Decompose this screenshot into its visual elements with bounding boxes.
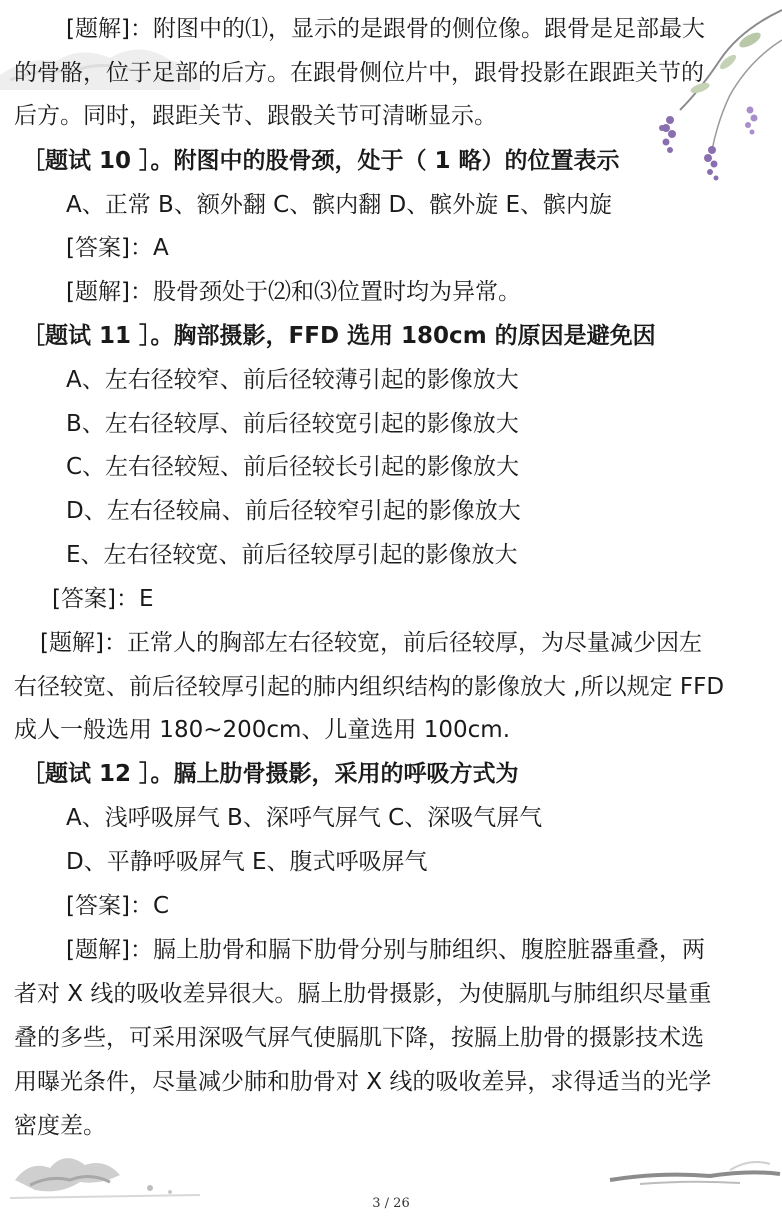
answer-line: [答案]：A — [66, 235, 169, 261]
explanation-line: 叠的多些，可采用深吸气屏气使膈肌下降，按膈上肋骨的摄影技术选 — [14, 1025, 704, 1051]
option-d: D、左右径较扁、前后径较窄引起的影像放大 — [66, 498, 521, 524]
text-line: [题解]：附图中的⑴，显示的是跟骨的侧位像。跟骨是足部最大 — [66, 16, 705, 42]
question-heading: ［题试 11 ］。胸部摄影，FFD 选用 180cm 的原因是避免因 — [22, 323, 656, 349]
option-c: C、左右径较短、前后径较长引起的影像放大 — [66, 454, 520, 480]
explanation-line: [题解]：膈上肋骨和膈下肋骨分别与肺组织、腹腔脏器重叠，两 — [66, 937, 705, 963]
explanation-line: 用曝光条件，尽量减少肺和肋骨对 X 线的吸收差异，求得适当的光学 — [14, 1069, 712, 1095]
answer-line: [答案]：C — [66, 893, 170, 919]
text-line: 后方。同时，跟距关节、跟骰关节可清晰显示。 — [14, 103, 497, 129]
ink-stroke-decoration-bottom-right — [600, 1150, 782, 1200]
option-a: A、左右径较窄、前后径较薄引起的影像放大 — [66, 367, 519, 393]
page-number: 3 / 26 — [372, 1196, 410, 1211]
explanation-line: 右径较宽、前后径较厚引起的肺内组织结构的影像放大 ,所以规定 FFD — [14, 674, 725, 700]
question-heading: ［题试 10 ］。附图中的股骨颈，处于（ 1 略）的位置表示 — [22, 148, 620, 174]
question-heading: ［题试 12 ］。膈上肋骨摄影，采用的呼吸方式为 — [22, 761, 519, 787]
explanation-line: 密度差。 — [14, 1113, 106, 1139]
text-line: 的骨骼，位于足部的后方。在跟骨侧位片中，跟骨投影在跟距关节的 — [14, 60, 704, 86]
option-b: B、左右径较厚、前后径较宽引起的影像放大 — [66, 411, 519, 437]
option-e: E、左右径较宽、前后径较厚引起的影像放大 — [66, 542, 518, 568]
answer-line: [答案]：E — [52, 586, 154, 612]
explanation-line: 者对 X 线的吸收差异很大。膈上肋骨摄影，为使膈肌与肺组织尽量重 — [14, 981, 712, 1007]
explanation-line: [题解]：正常人的胸部左右径较宽，前后径较厚，为尽量减少因左 — [40, 630, 702, 656]
explanation-line: [题解]：股骨颈处于⑵和⑶位置时均为异常。 — [66, 279, 521, 305]
options-line: A、正常 B、额外翻 C、髌内翻 D、髌外旋 E、髌内旋 — [66, 192, 613, 218]
explanation-line: 成人一般选用 180~200cm、儿童选用 100cm. — [14, 717, 511, 743]
options-line: D、平静呼吸屏气 E、腹式呼吸屏气 — [66, 849, 428, 875]
options-line: A、浅呼吸屏气 B、深呼气屏气 C、深吸气屏气 — [66, 805, 543, 831]
